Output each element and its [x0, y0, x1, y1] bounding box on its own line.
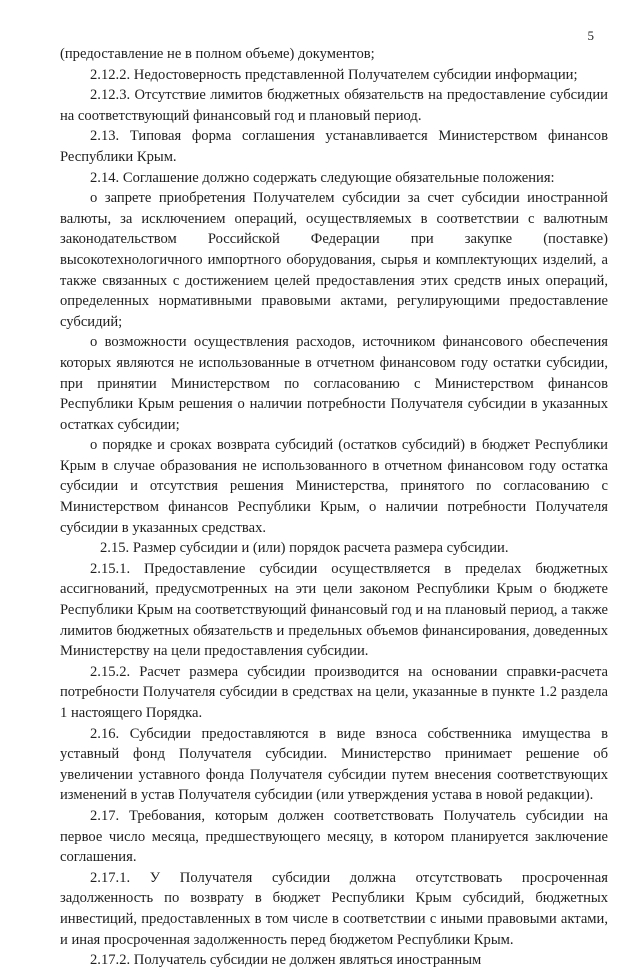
- paragraph-2-16: 2.16. Субсидии предоставляются в виде взноса собственника имущества в уставный фонд Получателя субсидии. Министерство принимает решение об увеличении уставного фонда Получателя субсидии путем внесения соответствующих изменений в устав Получателя субсидии (или утверждения устава в новой редакции).: [60, 725, 608, 804]
- paragraph-2-14: 2.14. Соглашение должно содержать следующие обязательные положения:: [90, 169, 555, 186]
- paragraph-2-17-1: 2.17.1. У Получателя субсидии должна отсутствовать просроченная задолженность по возврату в бюджет Республики Крым субсидий, бюджетных инвестиций, предоставленных в том числе в соответствии с иными правовыми актами, и иная просроченная задолженность перед бюджетом Республики Крым.: [60, 869, 608, 948]
- paragraph-2-15-2: 2.15.2. Расчет размера субсидии производится на основании справки-расчета потребности Получателя субсидии в средствах на цели, указанные в пункте 1.2 раздела 1 настоящего Порядка.: [60, 663, 608, 721]
- list-item-return-procedure: о порядке и сроках возврата субсидий (остатков субсидий) в бюджет Республики Крым в случае образования не использованного в отчетном финансовом году остатка субсидии и отсутствия решения Министерства, принятого по согласованию с Министерством финансов Республики Крым, о наличии потребности Получателя субсидии в указанных средствах.: [60, 437, 608, 536]
- list-item-unused-balances: о возможности осуществления расходов, источником финансового обеспечения которых являются не использованные в отчетном финансовом году остатки субсидии, при принятии Министерством по согласованию с Министерством финансов Республики Крым решения о наличии потребности Получателя субсидии в указанных остатках субсидии;: [60, 334, 608, 433]
- paragraph-2-17-2: 2.17.2. Получатель субсидии не должен являться иностранным: [90, 952, 482, 969]
- paragraph-2-17: 2.17. Требования, которым должен соответствовать Получатель субсидии на первое число месяца, предшествующего месяцу, в котором планируется заключение соглашения.: [60, 807, 608, 866]
- paragraph-2-15-1: 2.15.1. Предоставление субсидии осуществляется в пределах бюджетных ассигнований, предусмотренных на эти цели законом Республики Крым о бюджете Республики Крым на соответствующий финансовый год и на плановый период, а также лимитов бюджетных обязательств и предельных объемов финансирования, доведенных Министерству на цели предоставления субсидии.: [60, 560, 608, 660]
- paragraph-2-13: 2.13. Типовая форма соглашения устанавливается Министерством финансов Республики Крым.: [60, 128, 608, 165]
- list-item-currency-ban: о запрете приобретения Получателем субсидии за счет субсидии иностранной валюты, за исключением операций, осуществляемых в соответствии с валютным законодательством Российской Федерации при закупке (поставке) высокотехнологичного импортного оборудования, сырья и комплектующих изделий, а также связанных с достижением целей предоставления этих средств иных операций, определенных нормативными правовыми актами, регулирующими предоставление субсидий;: [60, 190, 608, 330]
- paragraph-2-12-2: 2.12.2. Недостоверность представленной Получателем субсидии информации;: [90, 66, 578, 83]
- document-body: [60, 44, 608, 971]
- paragraph-continuation: (предоставление не в полном объеме) документов;: [60, 46, 375, 62]
- page-number: 5: [587, 28, 594, 43]
- paragraph-2-15: 2.15. Размер субсидии и (или) порядок расчета размера субсидии.: [100, 540, 509, 557]
- paragraph-2-12-3: 2.12.3. Отсутствие лимитов бюджетных обязательств на предоставление субсидии на соответствующий финансовый год и плановый период.: [60, 87, 608, 124]
